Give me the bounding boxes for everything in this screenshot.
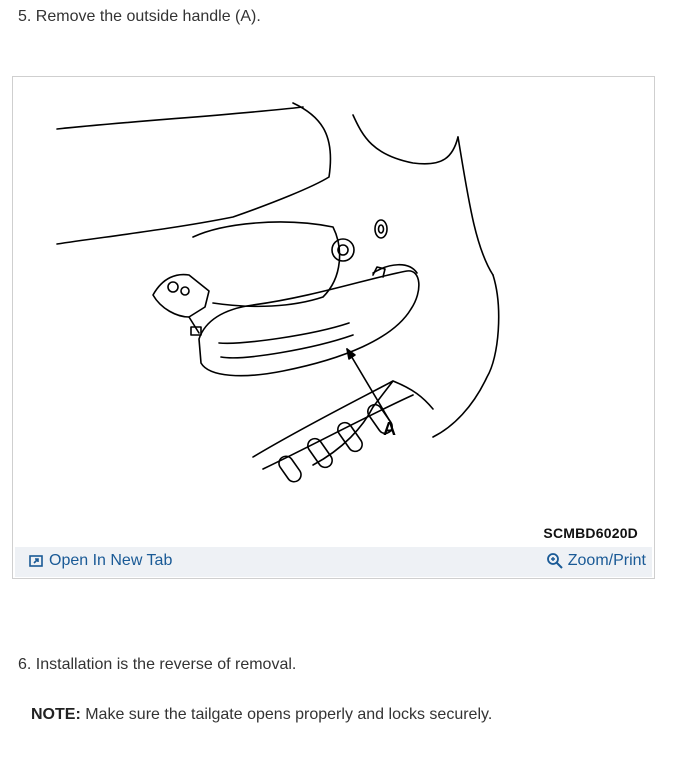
note-label: NOTE: [31,706,81,723]
zoom-print-label: Zoom/Print [567,552,646,569]
callout-label-a: A [383,419,396,439]
zoom-icon [546,552,564,570]
open-tab-label: Open In New Tab [49,552,173,569]
open-in-new-tab-link[interactable] [29,552,172,570]
step-5-text: 5. Remove the outside handle (A). [18,8,261,25]
zoom-print-link[interactable] [546,552,646,570]
note-text: Make sure the tailgate opens properly and locks securely. [80,706,493,723]
figure-container [12,76,655,579]
tailgate-handle-diagram [13,77,654,547]
open-tab-icon [29,554,43,568]
figure-code: SCMBD6020D [543,525,638,541]
figure-toolbar [15,547,652,577]
note-paragraph [31,706,492,724]
step-6-text: 6. Installation is the reverse of removal. [18,656,297,673]
